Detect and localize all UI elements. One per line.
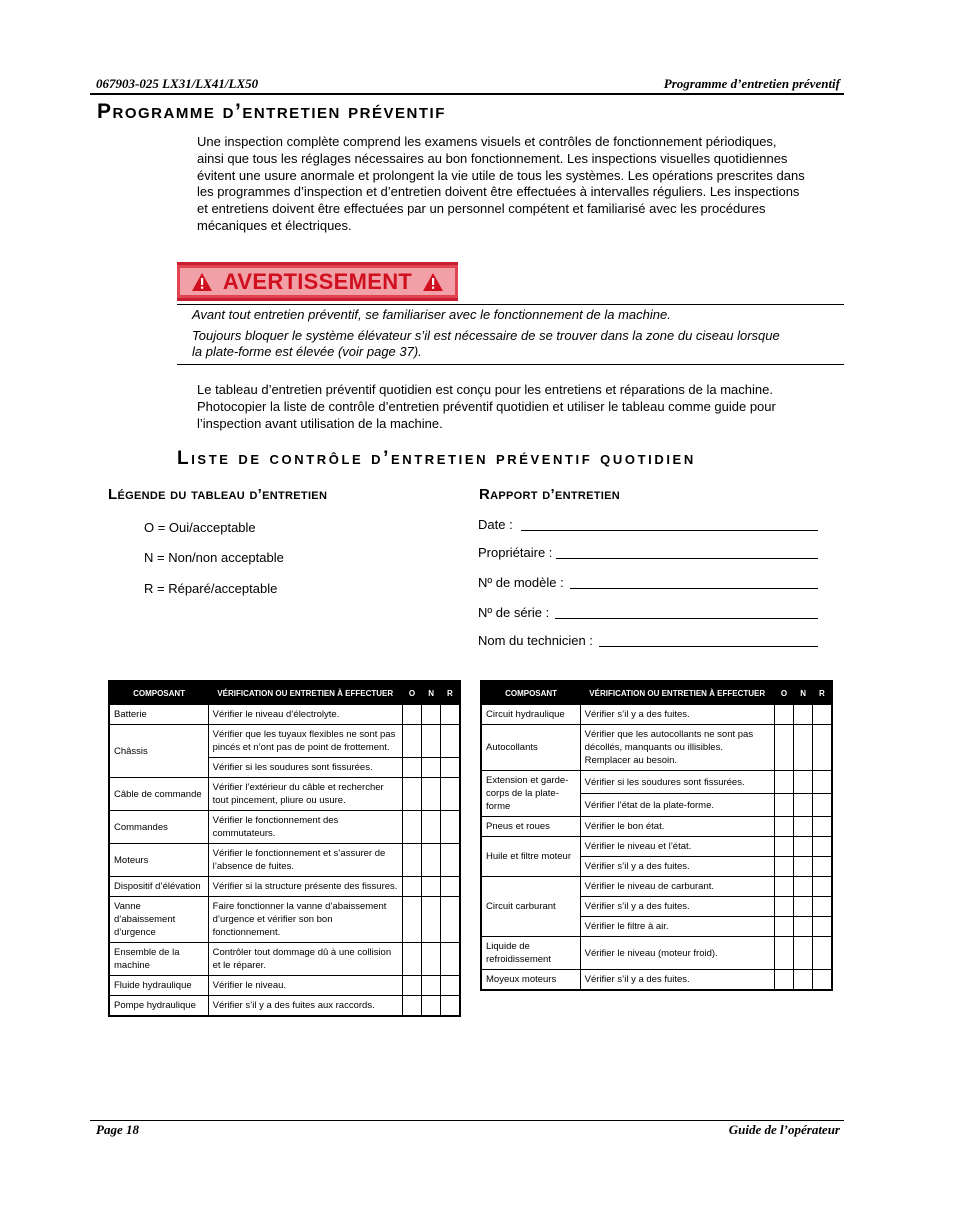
checkbox-r[interactable]	[441, 705, 460, 725]
checkbox-r[interactable]	[813, 917, 832, 937]
header-n: N	[422, 681, 441, 705]
table-row	[109, 877, 460, 897]
table-header-row	[481, 681, 832, 705]
paragraph-line: Le tableau d’entretien préventif quotidien est conçu pour les entretiens et réparations de la machine.	[197, 382, 773, 397]
checkbox-n[interactable]	[422, 897, 441, 943]
checkbox-o[interactable]	[774, 725, 793, 771]
warning-banner	[177, 262, 458, 301]
legend-item-non: N = Non/non acceptable	[144, 550, 284, 565]
checkbox-n[interactable]	[794, 705, 813, 725]
check-cell: Vérifier si les soudures sont fissurées.	[208, 758, 402, 778]
check-cell: Vérifier le niveau (moteur froid).	[580, 937, 774, 970]
checkbox-o[interactable]	[402, 897, 421, 943]
table-header-row	[109, 681, 460, 705]
component-cell: Extension et garde-corps de la plate-forme	[481, 771, 580, 817]
component-cell: Circuit hydraulique	[481, 705, 580, 725]
legend-title: Légende du tableau d’entretien	[108, 486, 328, 503]
paragraph-line: l’inspection avant utilisation de la machine.	[197, 415, 443, 431]
check-cell: Vérifier le fonctionnement et s’assurer de l’absence de fuites.	[208, 844, 402, 877]
checkbox-o[interactable]	[774, 857, 793, 877]
checkbox-r[interactable]	[813, 817, 832, 837]
checkbox-o[interactable]	[774, 705, 793, 725]
check-cell: Contrôler tout dommage dû à une collision et le réparer.	[208, 943, 402, 976]
date-input-line[interactable]	[521, 517, 818, 531]
intro-paragraph	[197, 134, 847, 235]
component-cell: Dispositif d’élévation	[109, 877, 208, 897]
checkbox-n[interactable]	[794, 817, 813, 837]
warning-text-2	[192, 328, 842, 360]
check-cell: Vérifier que les autocollants ne sont pas décollés, manquants ou illisibles. Remplacer au besoin.	[580, 725, 774, 771]
checkbox-o[interactable]	[774, 917, 793, 937]
warning-title: AVERTISSEMENT	[222, 268, 413, 294]
checkbox-r[interactable]	[813, 725, 832, 771]
table-body-right	[481, 705, 832, 991]
checkbox-n[interactable]	[422, 844, 441, 877]
checkbox-o[interactable]	[402, 976, 421, 996]
intro-line: évitent une usure anormale et prolongent la vie utile de tous les systèmes. Les opérations prescrites dans	[197, 167, 805, 183]
technician-input-line[interactable]	[599, 633, 818, 647]
header-doc-number: 067903-025 LX31/LX41/LX50	[96, 76, 259, 91]
table-row	[481, 817, 832, 837]
checkbox-o[interactable]	[402, 705, 421, 725]
checkbox-o[interactable]	[402, 778, 421, 811]
check-cell: Vérifier le niveau de carburant.	[580, 877, 774, 897]
component-cell: Châssis	[109, 725, 208, 778]
table-row	[109, 996, 460, 1017]
intro-line: les programmes d’inspection et d’entretien doivent être effectuées à intervalles réguliers. Les inspections	[197, 184, 800, 200]
checkbox-r[interactable]	[813, 794, 832, 817]
table-row	[481, 837, 832, 857]
checkbox-o[interactable]	[402, 996, 421, 1017]
report-field-technician	[478, 633, 818, 648]
intro-line: Une inspection complète comprend les examens visuels et contrôles de fonctionnement périodiques,	[197, 134, 777, 149]
intro-line: mécaniques et électriques.	[197, 217, 352, 233]
check-cell: Vérifier s’il y a des fuites aux raccords.	[208, 996, 402, 1017]
checkbox-r[interactable]	[441, 943, 460, 976]
header-o: O	[402, 681, 421, 705]
checkbox-r[interactable]	[441, 877, 460, 897]
component-cell: Huile et filtre moteur	[481, 837, 580, 877]
checkbox-n[interactable]	[422, 705, 441, 725]
checkbox-n[interactable]	[794, 897, 813, 917]
checkbox-o[interactable]	[774, 937, 793, 970]
table-row	[481, 771, 832, 794]
check-cell: Vérifier si les soudures sont fissurées.	[580, 771, 774, 794]
checkbox-r[interactable]	[813, 937, 832, 970]
checkbox-n[interactable]	[422, 996, 441, 1017]
component-cell: Vanne d’abaissement d’urgence	[109, 897, 208, 943]
checkbox-n[interactable]	[422, 943, 441, 976]
table-row	[109, 897, 460, 943]
check-cell: Vérifier si la structure présente des fissures.	[208, 877, 402, 897]
checkbox-n[interactable]	[794, 877, 813, 897]
check-cell: Vérifier s’il y a des fuites.	[580, 857, 774, 877]
table-body-left	[109, 705, 460, 1017]
check-cell: Vérifier s’il y a des fuites.	[580, 705, 774, 725]
checkbox-o[interactable]	[774, 817, 793, 837]
checkbox-n[interactable]	[422, 811, 441, 844]
footer-rule	[90, 1120, 844, 1121]
table-row	[109, 705, 460, 725]
intro-line: et entretiens doivent être effectuées par un personnel compétent et familiarisé avec les procédures	[197, 201, 766, 217]
table-row	[481, 725, 832, 771]
checkbox-n[interactable]	[422, 976, 441, 996]
header-rule	[90, 93, 844, 95]
checkbox-r[interactable]	[441, 897, 460, 943]
component-cell: Moyeux moteurs	[481, 970, 580, 991]
checkbox-r[interactable]	[813, 705, 832, 725]
component-cell: Moteurs	[109, 844, 208, 877]
checkbox-r[interactable]	[441, 844, 460, 877]
checkbox-n[interactable]	[794, 857, 813, 877]
component-cell: Commandes	[109, 811, 208, 844]
field-label: Nº de modèle :	[478, 575, 564, 590]
report-field-serial	[478, 605, 818, 620]
checkbox-r[interactable]	[441, 758, 460, 778]
check-cell: Vérifier l’état de la plate-forme.	[580, 794, 774, 817]
report-title: Rapport d’entretien	[479, 486, 620, 503]
warning-line: la plate-forme est élevée (voir page 37).	[192, 344, 422, 359]
checkbox-o[interactable]	[402, 725, 421, 758]
checkbox-o[interactable]	[774, 794, 793, 817]
header-component: COMPOSANT	[481, 681, 580, 705]
checkbox-o[interactable]	[402, 844, 421, 877]
header-r: R	[441, 681, 460, 705]
component-cell: Pneus et roues	[481, 817, 580, 837]
checkbox-o[interactable]	[402, 811, 421, 844]
checkbox-n[interactable]	[794, 837, 813, 857]
header-o: O	[774, 681, 793, 705]
field-label: Nº de série :	[478, 605, 550, 620]
field-label: Propriétaire :	[478, 545, 553, 560]
field-label: Nom du technicien :	[478, 633, 593, 648]
checkbox-o[interactable]	[774, 837, 793, 857]
legend-item-repare: R = Réparé/acceptable	[144, 581, 278, 596]
table-row	[109, 844, 460, 877]
table-row	[481, 970, 832, 991]
maintenance-table-left	[108, 680, 461, 1017]
checkbox-n[interactable]	[794, 917, 813, 937]
checkbox-o[interactable]	[402, 758, 421, 778]
checkbox-o[interactable]	[774, 970, 793, 991]
checkbox-r[interactable]	[441, 976, 460, 996]
table-row	[109, 778, 460, 811]
component-cell: Circuit carburant	[481, 877, 580, 937]
check-cell: Vérifier le fonctionnement des commutateurs.	[208, 811, 402, 844]
section-title-programme: Programme d’entretien préventif	[97, 100, 446, 123]
warning-triangle-icon	[191, 272, 213, 292]
component-cell: Batterie	[109, 705, 208, 725]
maintenance-table-right	[480, 680, 833, 991]
footer-guide-name: Guide de l’opérateur	[728, 1122, 840, 1137]
checkbox-o[interactable]	[402, 943, 421, 976]
header-n: N	[794, 681, 813, 705]
owner-input-line[interactable]	[556, 545, 818, 559]
daily-table-paragraph	[197, 382, 847, 432]
checkbox-r[interactable]	[813, 857, 832, 877]
checkbox-o[interactable]	[774, 877, 793, 897]
checkbox-o[interactable]	[774, 897, 793, 917]
checkbox-o[interactable]	[774, 771, 793, 794]
checkbox-r[interactable]	[813, 897, 832, 917]
checkbox-n[interactable]	[422, 877, 441, 897]
component-cell: Autocollants	[481, 725, 580, 771]
checkbox-n[interactable]	[422, 758, 441, 778]
section-title-checklist: Liste de contrôle d’entretien préventif quotidien	[177, 448, 696, 469]
component-cell: Ensemble de la machine	[109, 943, 208, 976]
checkbox-r[interactable]	[813, 771, 832, 794]
header-component: COMPOSANT	[109, 681, 208, 705]
checkbox-n[interactable]	[794, 970, 813, 991]
checkbox-r[interactable]	[441, 778, 460, 811]
component-cell: Pompe hydraulique	[109, 996, 208, 1017]
check-cell: Faire fonctionner la vanne d’abaissement d’urgence et vérifier son bon fonctionnement.	[208, 897, 402, 943]
checkbox-n[interactable]	[794, 771, 813, 794]
model-input-line[interactable]	[570, 575, 818, 589]
checkbox-r[interactable]	[813, 877, 832, 897]
header-check: VÉRIFICATION OU ENTRETIEN À EFFECTUER	[580, 681, 774, 705]
intro-line: ainsi que tous les réglages nécessaires au bon fonctionnement. Les inspections visuelles quotidiennes	[197, 150, 788, 166]
table-row	[481, 937, 832, 970]
warning-triangle-icon	[422, 272, 444, 292]
check-cell: Vérifier le bon état.	[580, 817, 774, 837]
table-row	[109, 943, 460, 976]
table-row	[109, 811, 460, 844]
checkbox-n[interactable]	[794, 937, 813, 970]
warning-top-rule	[177, 304, 844, 305]
checkbox-n[interactable]	[794, 725, 813, 771]
legend-item-oui: O = Oui/acceptable	[144, 520, 256, 535]
header-check: VÉRIFICATION OU ENTRETIEN À EFFECTUER	[208, 681, 402, 705]
check-cell: Vérifier le niveau.	[208, 976, 402, 996]
check-cell: Vérifier le filtre à air.	[580, 917, 774, 937]
check-cell: Vérifier s’il y a des fuites.	[580, 970, 774, 991]
checkbox-n[interactable]	[422, 725, 441, 758]
component-cell: Câble de commande	[109, 778, 208, 811]
report-field-model	[478, 575, 818, 590]
field-label: Date :	[478, 517, 513, 532]
check-cell: Vérifier l’extérieur du câble et rechercher tout pincement, pliure ou usure.	[208, 778, 402, 811]
table-row	[481, 705, 832, 725]
check-cell: Vérifier le niveau d’électrolyte.	[208, 705, 402, 725]
checkbox-r[interactable]	[813, 837, 832, 857]
table-row	[109, 976, 460, 996]
paragraph-line: Photocopier la liste de contrôle d’entretien préventif quotidien et utiliser le tableau comme guide pour	[197, 398, 776, 414]
header-r: R	[813, 681, 832, 705]
checkbox-r[interactable]	[441, 725, 460, 758]
checkbox-r[interactable]	[813, 970, 832, 991]
checkbox-r[interactable]	[441, 811, 460, 844]
checkbox-o[interactable]	[402, 877, 421, 897]
check-cell: Vérifier s’il y a des fuites.	[580, 897, 774, 917]
check-cell: Vérifier que les tuyaux flexibles ne sont pas pincés et n’ont pas de point de frottement.	[208, 725, 402, 758]
check-cell: Vérifier le niveau et l’état.	[580, 837, 774, 857]
table-row	[481, 877, 832, 897]
report-field-date	[478, 517, 818, 532]
checkbox-n[interactable]	[794, 794, 813, 817]
checkbox-r[interactable]	[441, 996, 460, 1017]
serial-input-line[interactable]	[555, 605, 818, 619]
component-cell: Liquide de refroidissement	[481, 937, 580, 970]
warning-bottom-rule	[177, 364, 844, 365]
header-section-name: Programme d’entretien préventif	[663, 76, 840, 91]
warning-text-1: Avant tout entretien préventif, se familiariser avec le fonctionnement de la machine.	[192, 307, 671, 322]
table-row	[109, 725, 460, 758]
checkbox-n[interactable]	[422, 778, 441, 811]
report-field-owner	[478, 545, 818, 560]
footer-page-number: Page 18	[96, 1122, 139, 1137]
warning-line: Toujours bloquer le système élévateur s’il est nécessaire de se trouver dans la zone du ciseau lorsque	[192, 328, 780, 343]
component-cell: Fluide hydraulique	[109, 976, 208, 996]
